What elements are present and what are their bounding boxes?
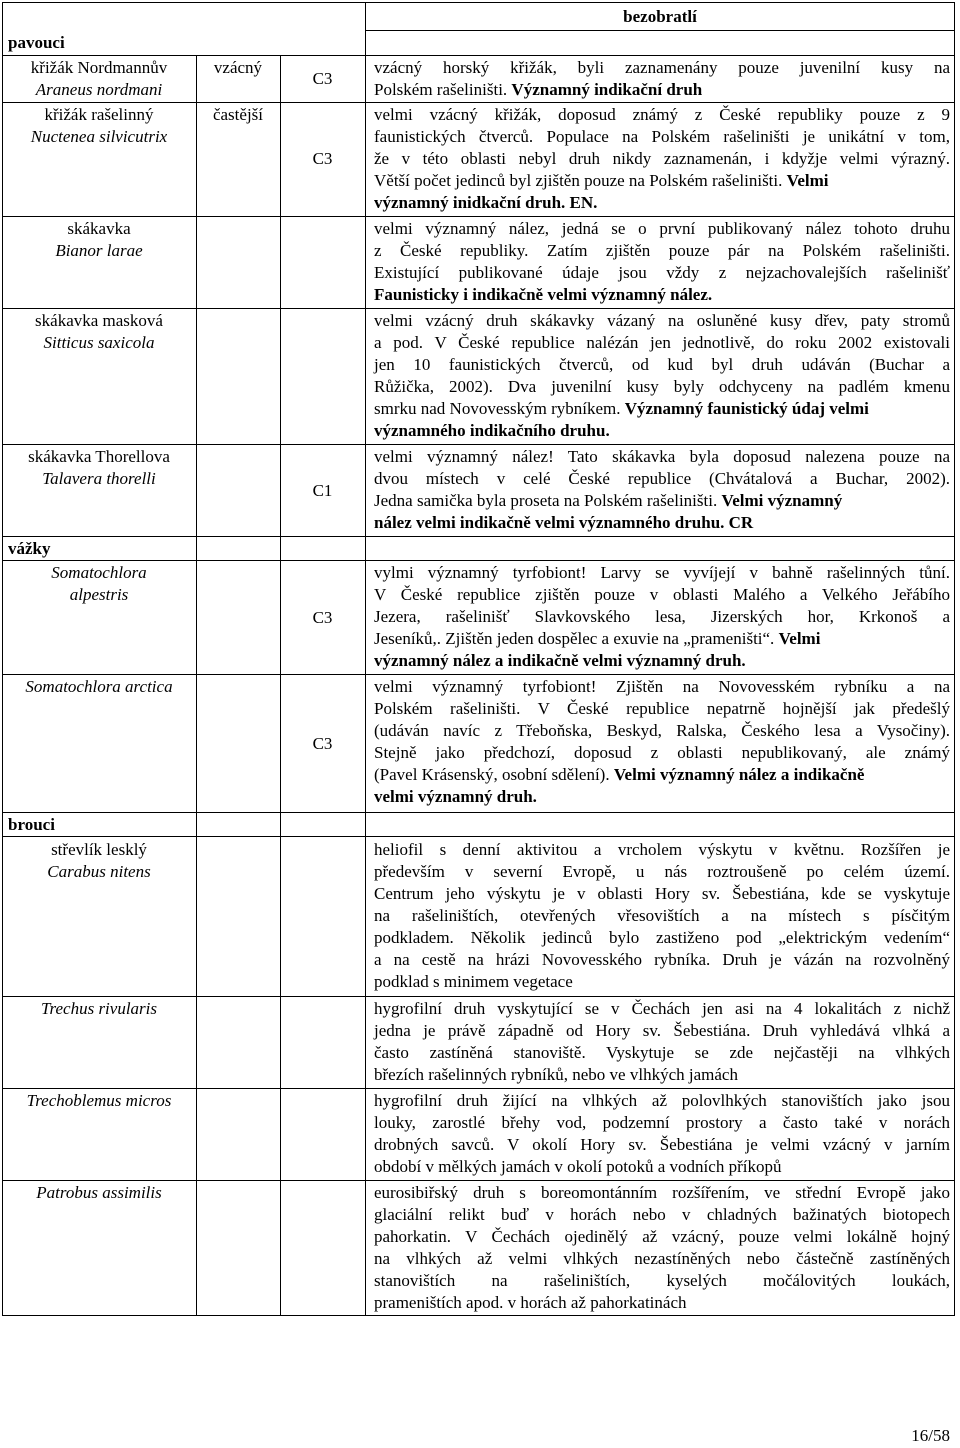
col-divider-2 [280, 55, 281, 1316]
row10-desc-line2: louky, zarostlé břehy vod, podzemní prostory a často také v norách [374, 1113, 950, 1132]
row9-desc-line3: často zastíněná stanoviště. Vyskytuje se zde nejčastěji na vlhkých [374, 1043, 950, 1062]
row10-latin-name: Trechoblemus micros [26, 1091, 172, 1110]
row6-desc-line2: V České republice zjištěn pouze v oblasti Malého a Velkého Jeřábího [374, 585, 950, 604]
row6-desc-line4: Jeseníků,. Zjištěn jeden dospělec a exuvie na „prameništi“. [374, 629, 775, 648]
row5-desc-line3-wrap [374, 490, 950, 512]
row6-latin-name-1: Somatochlora [51, 563, 147, 582]
row1-desc-line2-wrap [374, 79, 950, 101]
row5-desc-bold1: Velmi významný [721, 491, 843, 510]
row8-desc-line3: Centrum jeho výskytu je v oblasti Hory sv. Šebestiána, kde se vyskytuje [374, 884, 950, 903]
col-divider-1 [196, 55, 197, 1316]
row3-desc-line1: velmi významný nález, jedná se o první publikovaný nález tohoto druhu [374, 219, 950, 238]
row2-desc-line3: že v této oblasti nebyl druh nikdy zaznamenán, i kdyžje velmi výrazný. [374, 149, 950, 168]
row7-desc-line1: velmi významný tyrfobiont! Zjištěn na Novovesském rybníku a na [374, 677, 950, 696]
row5-latin-name: Talavera thorelli [42, 469, 156, 488]
row3-latin-name: Bianor larae [55, 241, 143, 260]
row4-desc-line4: Růžička, 2002). Dva juvenilní kusy byly odchyceny na padlém kmenu [374, 377, 950, 396]
row2-desc-line4: Větší počet jedinců byl zjištěn pouze na Polském rašeliništi. [374, 171, 783, 190]
row3-desc-line3: Existující publikované údaje jsou vždy z nejzachovalejších rašelinišť [374, 263, 950, 282]
row5-category: C1 [312, 481, 333, 500]
row1-czech-name: křižák Nordmannův [30, 58, 168, 77]
row9-latin-name: Trechus rivularis [40, 999, 158, 1018]
row4-latin-name: Sitticus saxicola [43, 333, 155, 352]
row2-czech-name: křižák rašelinný [44, 105, 154, 124]
row6-desc-bold2: významný nález a indikačně velmi významný druh. [374, 651, 746, 670]
group-brouci: brouci [8, 815, 55, 834]
row2-desc-line2: faunistických čtverců. Populace na Polském rašeliništi je unikátní v tom, [374, 127, 950, 146]
row11-desc-line1: eurosibiřský druh s boreomontánním rozšířením, ve střední Evropě jako [374, 1183, 950, 1202]
row7-latin-name: Somatochlora arctica [25, 677, 173, 696]
row4-desc-bold1: Významný faunistický údaj velmi [624, 399, 869, 418]
row1-desc-line1: vzácný horský křižák, byli zaznamenány pouze juvenilní kusy na [374, 58, 950, 77]
row6-latin-name-2: alpestris [69, 585, 129, 604]
row1-frequency: vzácný [213, 58, 263, 77]
row2-desc-line1: velmi vzácný křižák, doposud známý z České republiky pouze z 9 [374, 105, 950, 124]
row5-desc-bold2: nález velmi indikačně velmi významného druhu. CR [374, 513, 754, 532]
row10-desc-line4: období v mělkých jamách v okolí potoků a vodních příkopů [374, 1157, 782, 1176]
row6-desc-line1: vylmi významný tyrfobiont! Larvy se vyvíjejí v bahně rašelinných tůní. [374, 563, 950, 582]
row5-desc-line3: Jedna samička byla proseta na Polském rašeliništi. [374, 491, 718, 510]
row11-desc-line2: glaciální relikt buď v horách nebo v chladných bažinatých biotopech [374, 1205, 950, 1224]
row2-desc-line4-wrap [374, 170, 950, 192]
row2-frequency: častější [212, 105, 264, 124]
row2-latin-name: Nuctenea silvicutrix [30, 127, 168, 146]
row5-desc-line2: dvou místech v celé České republice (Chvátalová a Buchar, 2002). [374, 469, 950, 488]
row3-desc-bold: Faunisticky i indikačně velmi významný nález. [374, 285, 713, 304]
row7-desc-line2: Polském rašeliništi. V České republice nepatrně hojnější jak předešlý [374, 699, 950, 718]
row5-desc-line1: velmi významný nález! Tato skákavka byla doposud nalezena pouze na [374, 447, 950, 466]
row10-desc-line1: hygrofilní druh žijící na vlhkých až polovlhkých stanovištích jako jsou [374, 1091, 950, 1110]
row10-desc-line3: drobných savců. V okolí Hory sv. Šebestiána je velmi vzácný v jarním [374, 1135, 950, 1154]
col-divider-3 [365, 2, 366, 1316]
group-pavouci: pavouci [8, 33, 65, 52]
row8-desc-line7: podklad s minimem vegetace [374, 972, 573, 991]
row8-desc-line5: podkladem. Několik jedinců bylo zastiženo pod „elektrickým vedením“ [374, 928, 950, 947]
row8-desc-line6: a na cestě na hrázi Novovesského rybníka. Druh je vázán na rozvolněný [374, 950, 950, 969]
row11-desc-line4: na vlhkých až velmi vlhkých nezastíněných nebo částečně zastíněných [374, 1249, 950, 1268]
row4-desc-bold2: významného indikačního druhu. [374, 421, 610, 440]
row5-czech-name: skákavka Thorellova [28, 447, 170, 466]
group-vazky: vážky [8, 539, 51, 558]
row2-desc-bold1: Velmi [786, 171, 829, 190]
row4-desc-line5-wrap [374, 398, 950, 420]
row8-desc-line1: heliofil s denní aktivitou a vrcholem výskytu v květnu. Rozšířen je [374, 840, 950, 859]
row9-desc-line4: březích rašelinných rybníků, nebo ve vlhkých jamách [374, 1065, 738, 1084]
row7-desc-bold1: Velmi významný nález a indikačně [613, 765, 865, 784]
row4-desc-line5: smrku nad Novovesským rybníkem. [374, 399, 621, 418]
row7-desc-line5-wrap [374, 764, 950, 786]
row7-desc-line4: Stejně jako předchozí, doposud z oblasti nepublikovaný, ale známý [374, 743, 950, 762]
row8-desc-line2: především v severní Evropě, u nás roztroušeně po celém území. [374, 862, 950, 881]
row8-czech-name: střevlík lesklý [51, 840, 147, 859]
row6-category: C3 [312, 608, 333, 627]
header-bezobratli: bezobratlí [623, 7, 697, 26]
row4-czech-name: skákavka masková [35, 311, 163, 330]
row1-desc-line2: Polském rašeliništi. [374, 80, 508, 99]
row1-desc-bold: Významný indikační druh [511, 80, 703, 99]
row9-desc-line2: jedna je právě západně od Hory sv. Šebestiána. Druh vyhledává vlhká a [374, 1021, 950, 1040]
row2-desc-bold2: významný inidkační druh. EN. [374, 193, 598, 212]
row2-category: C3 [312, 149, 333, 168]
row7-desc-line5: (Pavel Krásenský, osobní sdělení). [374, 765, 610, 784]
row3-czech-name: skákavka [67, 219, 131, 238]
row8-latin-name: Carabus nitens [47, 862, 151, 881]
row11-desc-line3: pahorkatin. V Čechách ojedinělý až vzácný, pouze velmi lokálně hojný [374, 1227, 950, 1246]
row7-category: C3 [312, 734, 333, 753]
row8-desc-line4: na rašeliništích, otevřených vřesovištích a na místech s písčitým [374, 906, 950, 925]
row11-desc-line6: prameništích apod. v horách až pahorkatinách [374, 1293, 687, 1312]
row4-desc-line3: jen 10 faunistických čtverců, od kud byl druh udáván (Buchar a [374, 355, 950, 374]
row1-category: C3 [312, 69, 333, 88]
row6-desc-line3: Jezera, rašelinišť Slavkovského lesa, Jizerských hor, Krkonoš a [374, 607, 950, 626]
row7-desc-bold2: velmi významný druh. [374, 787, 537, 806]
row9-desc-line1: hygrofilní druh vyskytující se v Čechách jen asi na 4 lokalitách z nichž [374, 999, 950, 1018]
page-number: 16/58 [911, 1426, 950, 1445]
row3-desc-line2: z České republiky. Zatím zjištěn pouze pár na Polském rašeliništi. [374, 241, 950, 260]
row1-latin-name: Araneus nordmani [35, 80, 163, 99]
row4-desc-line2: a pod. V České republice nalézán jen jednotlivě, do roku 2002 existovali [374, 333, 950, 352]
row11-desc-line5: stanovištích na rašeliništích, kyselých močálovitých loukách, [374, 1271, 950, 1290]
row6-desc-bold1: Velmi [778, 629, 821, 648]
row11-latin-name: Patrobus assimilis [36, 1183, 162, 1202]
row6-desc-line4-wrap [374, 628, 950, 650]
row7-desc-line3: (udáván navíc z Třeboňska, Beskyd, Ralska, Českého lesa a Vysočiny). [374, 721, 950, 740]
row4-desc-line1: velmi vzácný druh skákavky vázaný na osluněné kusy dřev, paty stromů [374, 311, 950, 330]
